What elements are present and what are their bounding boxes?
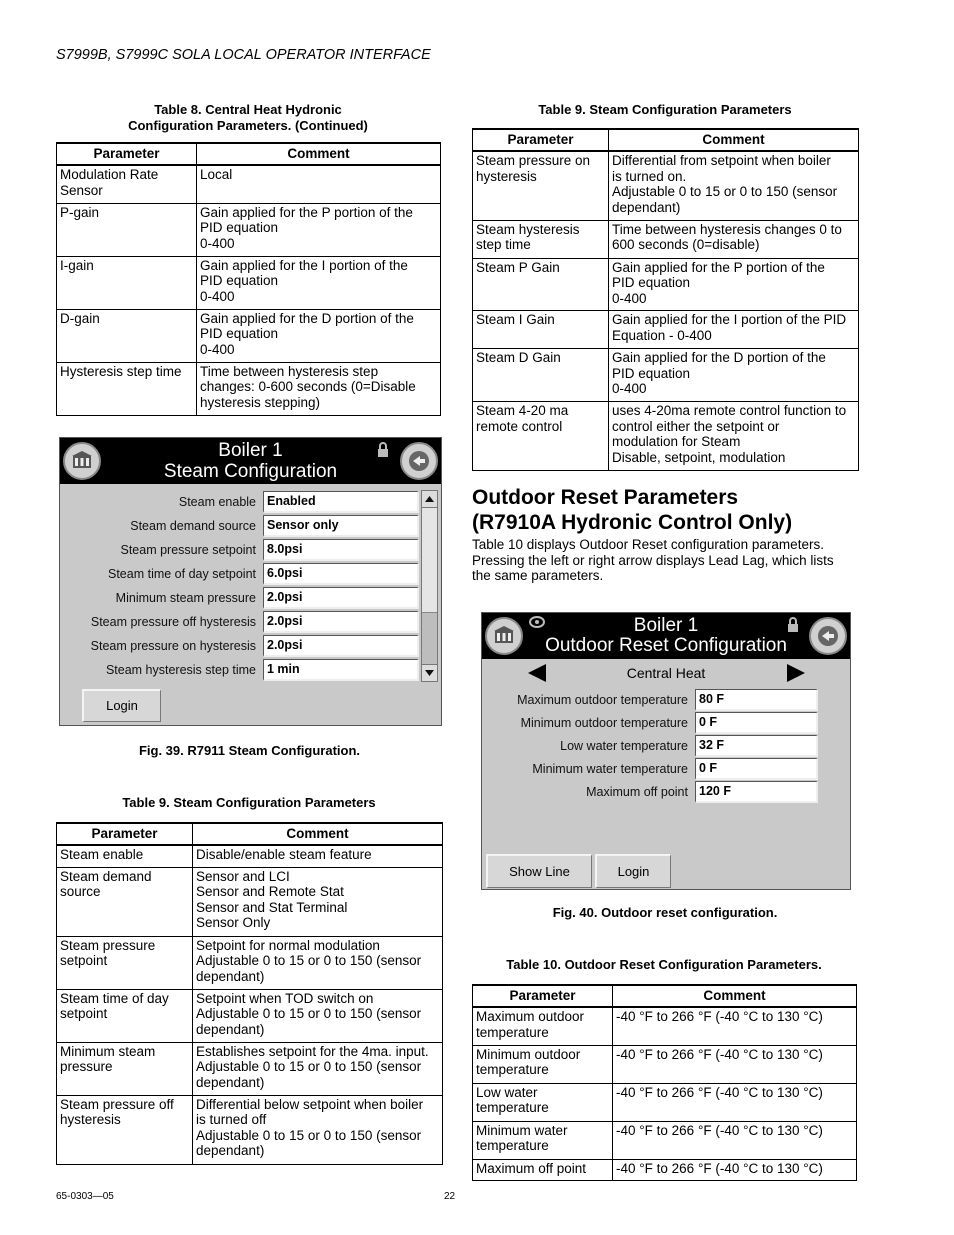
cell-comment: Differential from setpoint when boiler is turned on. Adjustable 0 to 15 or 0 to 150 (sensor dependant) (609, 151, 859, 220)
cell-parameter: Steam pressure setpoint (57, 936, 193, 989)
steam-demand-source-field[interactable]: Sensor only (263, 515, 419, 537)
cell-comment: -40 °F to 266 °F (-40 °C to 130 °C) (613, 1045, 857, 1083)
table-row (473, 220, 859, 258)
show-line-button[interactable]: Show Line (486, 854, 592, 888)
cell-parameter: Steam P Gain (473, 258, 609, 311)
table8-caption-line2: Configuration Parameters. (Continued) (128, 118, 368, 133)
field-label: Low water temperature (560, 739, 688, 753)
cell-parameter: Steam pressure off hysteresis (57, 1095, 193, 1164)
table9b-caption: Table 9. Steam Configuration Parameters (538, 102, 792, 117)
table9a-caption: Table 9. Steam Configuration Parameters (122, 795, 376, 810)
back-button[interactable] (809, 617, 847, 655)
field-label: Minimum water temperature (532, 762, 688, 776)
scroll-thumb[interactable] (422, 508, 437, 613)
cell-comment: Gain applied for the I portion of the PID Equation - 0-400 (609, 311, 859, 349)
table-row (57, 1042, 443, 1095)
table-header-row (473, 985, 857, 1007)
table-row (57, 165, 441, 203)
table-row (57, 989, 443, 1042)
screen-title-boiler: Boiler 1 (633, 615, 699, 636)
cell-parameter: Hysteresis step time (57, 362, 197, 415)
minimum-outdoor-temperature-field[interactable]: 0 F (695, 712, 818, 734)
cell-comment: Time between hysteresis step changes: 0-600 seconds (0=Disable hysteresis stepping) (197, 362, 441, 415)
low-water-temperature-row (482, 735, 850, 757)
table-header-row (57, 143, 441, 165)
column-header-comment: Comment (609, 129, 859, 151)
column-header-comment: Comment (613, 985, 857, 1007)
cell-comment: Setpoint when TOD switch on Adjustable 0 to 15 or 0 to 150 (sensor dependant) (193, 989, 443, 1042)
maximum-outdoor-temperature-field[interactable]: 80 F (695, 689, 818, 711)
field-label: Minimum steam pressure (115, 591, 256, 605)
cell-parameter: P-gain (57, 203, 197, 256)
steam-hysteresis-step-time-field[interactable]: 1 min (263, 659, 419, 681)
column-header-parameter: Parameter (57, 823, 193, 845)
cell-parameter: Steam 4-20 ma remote control (473, 402, 609, 470)
cell-comment: Time between hysteresis changes 0 to 600 seconds (0=disable) (609, 220, 859, 258)
triangle-down-icon (422, 665, 437, 681)
cell-comment: uses 4-20ma remote control function to control either the setpoint or modulation for Steam Disable, setpoint, modulation (609, 402, 859, 470)
table-row (473, 402, 859, 470)
field-label: Steam enable (178, 495, 256, 509)
cell-comment: Gain applied for the D portion of the PID equation 0-400 (609, 349, 859, 402)
table10 (472, 984, 857, 1181)
cell-parameter: Minimum water temperature (473, 1121, 613, 1159)
cell-comment: Local (197, 165, 441, 203)
table-header-row (57, 823, 443, 845)
steam-hysteresis-step-time-row (60, 659, 441, 681)
outdoor-reset-screen (481, 612, 851, 890)
table-row (57, 936, 443, 989)
lock-icon (787, 617, 799, 633)
steam-config-screen (59, 437, 442, 726)
table-row (473, 1007, 857, 1045)
login-button[interactable]: Login (595, 854, 671, 888)
table-row (473, 349, 859, 402)
field-label: Steam time of day setpoint (108, 567, 256, 581)
field-label: Minimum outdoor temperature (520, 716, 688, 730)
column-header-parameter: Parameter (57, 143, 197, 165)
table-row (57, 867, 443, 936)
triangle-up-icon (422, 491, 437, 507)
column-header-comment: Comment (197, 143, 441, 165)
field-label: Steam pressure setpoint (120, 543, 256, 557)
section-heading-line1: Outdoor Reset Parameters (472, 486, 739, 509)
field-label: Steam hysteresis step time (105, 663, 256, 677)
back-arrow-icon (407, 449, 431, 473)
cell-parameter: Low water temperature (473, 1083, 613, 1121)
table10-caption: Table 10. Outdoor Reset Configuration Parameters. (506, 957, 822, 972)
cell-parameter: Minimum outdoor temperature (473, 1045, 613, 1083)
field-label: Steam pressure on hysteresis (90, 639, 256, 653)
table9b (472, 128, 859, 471)
scrollbar[interactable] (421, 490, 438, 682)
cell-parameter: Maximum outdoor temperature (473, 1007, 613, 1045)
fig40-caption: Fig. 40. Outdoor reset configuration. (552, 905, 778, 920)
cell-comment: -40 °F to 266 °F (-40 °C to 130 °C) (613, 1121, 857, 1159)
cell-parameter: Steam demand source (57, 867, 193, 936)
cell-parameter: Steam D Gain (473, 349, 609, 402)
cell-parameter: Steam enable (57, 845, 193, 867)
doc-number: 65-0303—05 (56, 1191, 114, 1202)
back-arrow-icon (816, 624, 840, 648)
field-label: Steam pressure off hysteresis (90, 615, 256, 629)
steam-demand-source-row (60, 515, 441, 537)
back-button[interactable] (400, 442, 438, 480)
scroll-down-button[interactable] (422, 664, 437, 681)
column-header-parameter: Parameter (473, 985, 613, 1007)
steam-tod-setpoint-field[interactable]: 6.0psi (263, 563, 419, 585)
section-heading-line2: (R7910A Hydronic Control Only) (472, 511, 793, 534)
low-water-temperature-field[interactable]: 32 F (695, 735, 818, 757)
cell-parameter: Steam pressure on hysteresis (473, 151, 609, 220)
field-label: Steam demand source (130, 519, 256, 533)
maximum-outdoor-temperature-row (482, 689, 850, 711)
section-heading (472, 485, 862, 535)
table-row (57, 256, 441, 309)
scroll-up-button[interactable] (422, 491, 437, 508)
table-row (473, 151, 859, 220)
cell-comment: -40 °F to 266 °F (-40 °C to 130 °C) (613, 1007, 857, 1045)
steam-pressure-off-hysteresis-field[interactable]: 2.0psi (263, 611, 419, 633)
next-arrow-button[interactable] (785, 663, 807, 683)
cell-comment: Gain applied for the I portion of the PID equation 0-400 (197, 256, 441, 309)
steam-enable-row (60, 491, 441, 513)
table8-caption-line1: Table 8. Central Heat Hydronic (154, 102, 342, 117)
table-row (473, 258, 859, 311)
steam-pressure-off-hysteresis-row (60, 611, 441, 633)
cell-comment: Differential below setpoint when boiler is turned off Adjustable 0 to 15 or 0 to 150 (sensor dependant) (193, 1095, 443, 1164)
arrow-right-icon (785, 663, 807, 683)
table-row (57, 309, 441, 362)
maximum-off-point-field[interactable]: 120 F (695, 781, 818, 803)
page-number: 22 (444, 1191, 456, 1202)
cell-parameter: I-gain (57, 256, 197, 309)
table-row (473, 1045, 857, 1083)
steam-pressure-on-hysteresis-row (60, 635, 441, 657)
cell-comment: -40 °F to 266 °F (-40 °C to 130 °C) (613, 1159, 857, 1181)
table-row (57, 1095, 443, 1164)
minimum-water-temperature-field[interactable]: 0 F (695, 758, 818, 780)
steam-pressure-setpoint-row (60, 539, 441, 561)
cell-comment: -40 °F to 266 °F (-40 °C to 130 °C) (613, 1083, 857, 1121)
table-row (57, 203, 441, 256)
minimum-outdoor-temperature-row (482, 712, 850, 734)
table-row (57, 845, 443, 867)
cell-parameter: Steam I Gain (473, 311, 609, 349)
table8-caption (56, 102, 440, 134)
table8 (56, 142, 441, 416)
table-row (473, 311, 859, 349)
cell-comment: Gain applied for the P portion of the PID equation 0-400 (609, 258, 859, 311)
home-button[interactable] (63, 442, 101, 480)
screen-title-boiler: Boiler 1 (218, 440, 283, 461)
steam-tod-setpoint-row (60, 563, 441, 585)
cell-comment: Establishes setpoint for the 4ma. input. Adjustable 0 to 15 or 0 to 150 (sensor dependant) (193, 1042, 443, 1095)
cell-parameter: Minimum steam pressure (57, 1042, 193, 1095)
table-row (473, 1121, 857, 1159)
thermometer-icon (528, 615, 546, 629)
table-row (473, 1159, 857, 1181)
minimum-steam-pressure-row (60, 587, 441, 609)
cell-parameter: Maximum off point (473, 1159, 613, 1181)
cell-parameter: Steam time of day setpoint (57, 989, 193, 1042)
home-icon (492, 624, 516, 648)
table-row (473, 1083, 857, 1121)
minimum-steam-pressure-field[interactable]: 2.0psi (263, 587, 419, 609)
cell-parameter: Modulation Rate Sensor (57, 165, 197, 203)
nav-label: Central Heat (626, 665, 706, 681)
screen-title-subtitle: Steam Configuration (163, 461, 338, 482)
field-label: Maximum off point (586, 785, 688, 799)
lock-icon (377, 442, 389, 458)
cell-comment: Gain applied for the P portion of the PID equation 0-400 (197, 203, 441, 256)
home-button[interactable] (485, 617, 523, 655)
table-header-row (473, 129, 859, 151)
steam-pressure-setpoint-field[interactable]: 8.0psi (263, 539, 419, 561)
column-header-comment: Comment (193, 823, 443, 845)
cell-comment: Sensor and LCI Sensor and Remote Stat Sensor and Stat Terminal Sensor Only (193, 867, 443, 936)
minimum-water-temperature-row (482, 758, 850, 780)
home-icon (70, 449, 94, 473)
login-button[interactable]: Login (82, 689, 161, 722)
cell-parameter: D-gain (57, 309, 197, 362)
maximum-off-point-row (482, 781, 850, 803)
screen-title-subtitle: Outdoor Reset Configuration (545, 635, 787, 656)
table-row (57, 362, 441, 415)
cell-comment: Setpoint for normal modulation Adjustable 0 to 15 or 0 to 150 (sensor dependant) (193, 936, 443, 989)
page-header: S7999B, S7999C SOLA LOCAL OPERATOR INTERFACE (56, 47, 431, 63)
table9a (56, 822, 443, 1165)
fig39-caption: Fig. 39. R7911 Steam Configuration. (138, 743, 361, 758)
section-paragraph: Table 10 displays Outdoor Reset configuration parameters. Pressing the left or right arrow displays Lead Lag, which lists the same parameters. (472, 537, 834, 584)
steam-pressure-on-hysteresis-field[interactable]: 2.0psi (263, 635, 419, 657)
cell-comment: Gain applied for the D portion of the PID equation 0-400 (197, 309, 441, 362)
cell-comment: Disable/enable steam feature (193, 845, 443, 867)
field-label: Maximum outdoor temperature (517, 693, 688, 707)
cell-parameter: Steam hysteresis step time (473, 220, 609, 258)
steam-enable-field[interactable]: Enabled (263, 491, 419, 513)
column-header-parameter: Parameter (473, 129, 609, 151)
